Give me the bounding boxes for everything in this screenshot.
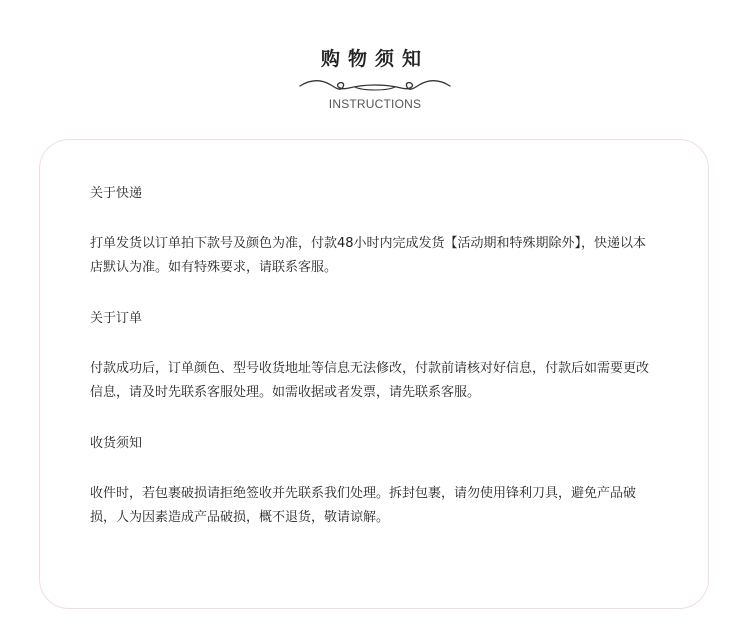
page-header (0, 0, 750, 120)
section-heading-shipping: 关于快递 (90, 186, 143, 201)
page-title: 购物须知 (320, 48, 429, 70)
section-body-receiving: 收件时，若包裹破损请拒绝签收并先联系我们处理。拆封包裹，请勿使用锋利刀具，避免产品破损，人为因素造成产品破损，概不退货，敬请谅解。 (90, 486, 637, 525)
section-body-orders: 付款成功后，订单颜色、型号收货地址等信息无法修改，付款前请核对好信息，付款后如需要更改信息，请及时先联系客服处理。如需收据或者发票，请先联系客服。 (90, 361, 650, 400)
section-heading-receiving: 收货须知 (90, 436, 143, 451)
flourish-divider-icon (297, 73, 453, 97)
section-heading-orders: 关于订单 (90, 311, 143, 326)
instructions-card (39, 139, 709, 609)
page-subtitle: INSTRUCTIONS (328, 97, 422, 111)
section-body-shipping: 打单发货以订单拍下款号及颜色为准，付款48小时内完成发货【活动期和特殊期除外】，快递以本店默认为准。如有特殊要求，请联系客服。 (90, 236, 647, 275)
